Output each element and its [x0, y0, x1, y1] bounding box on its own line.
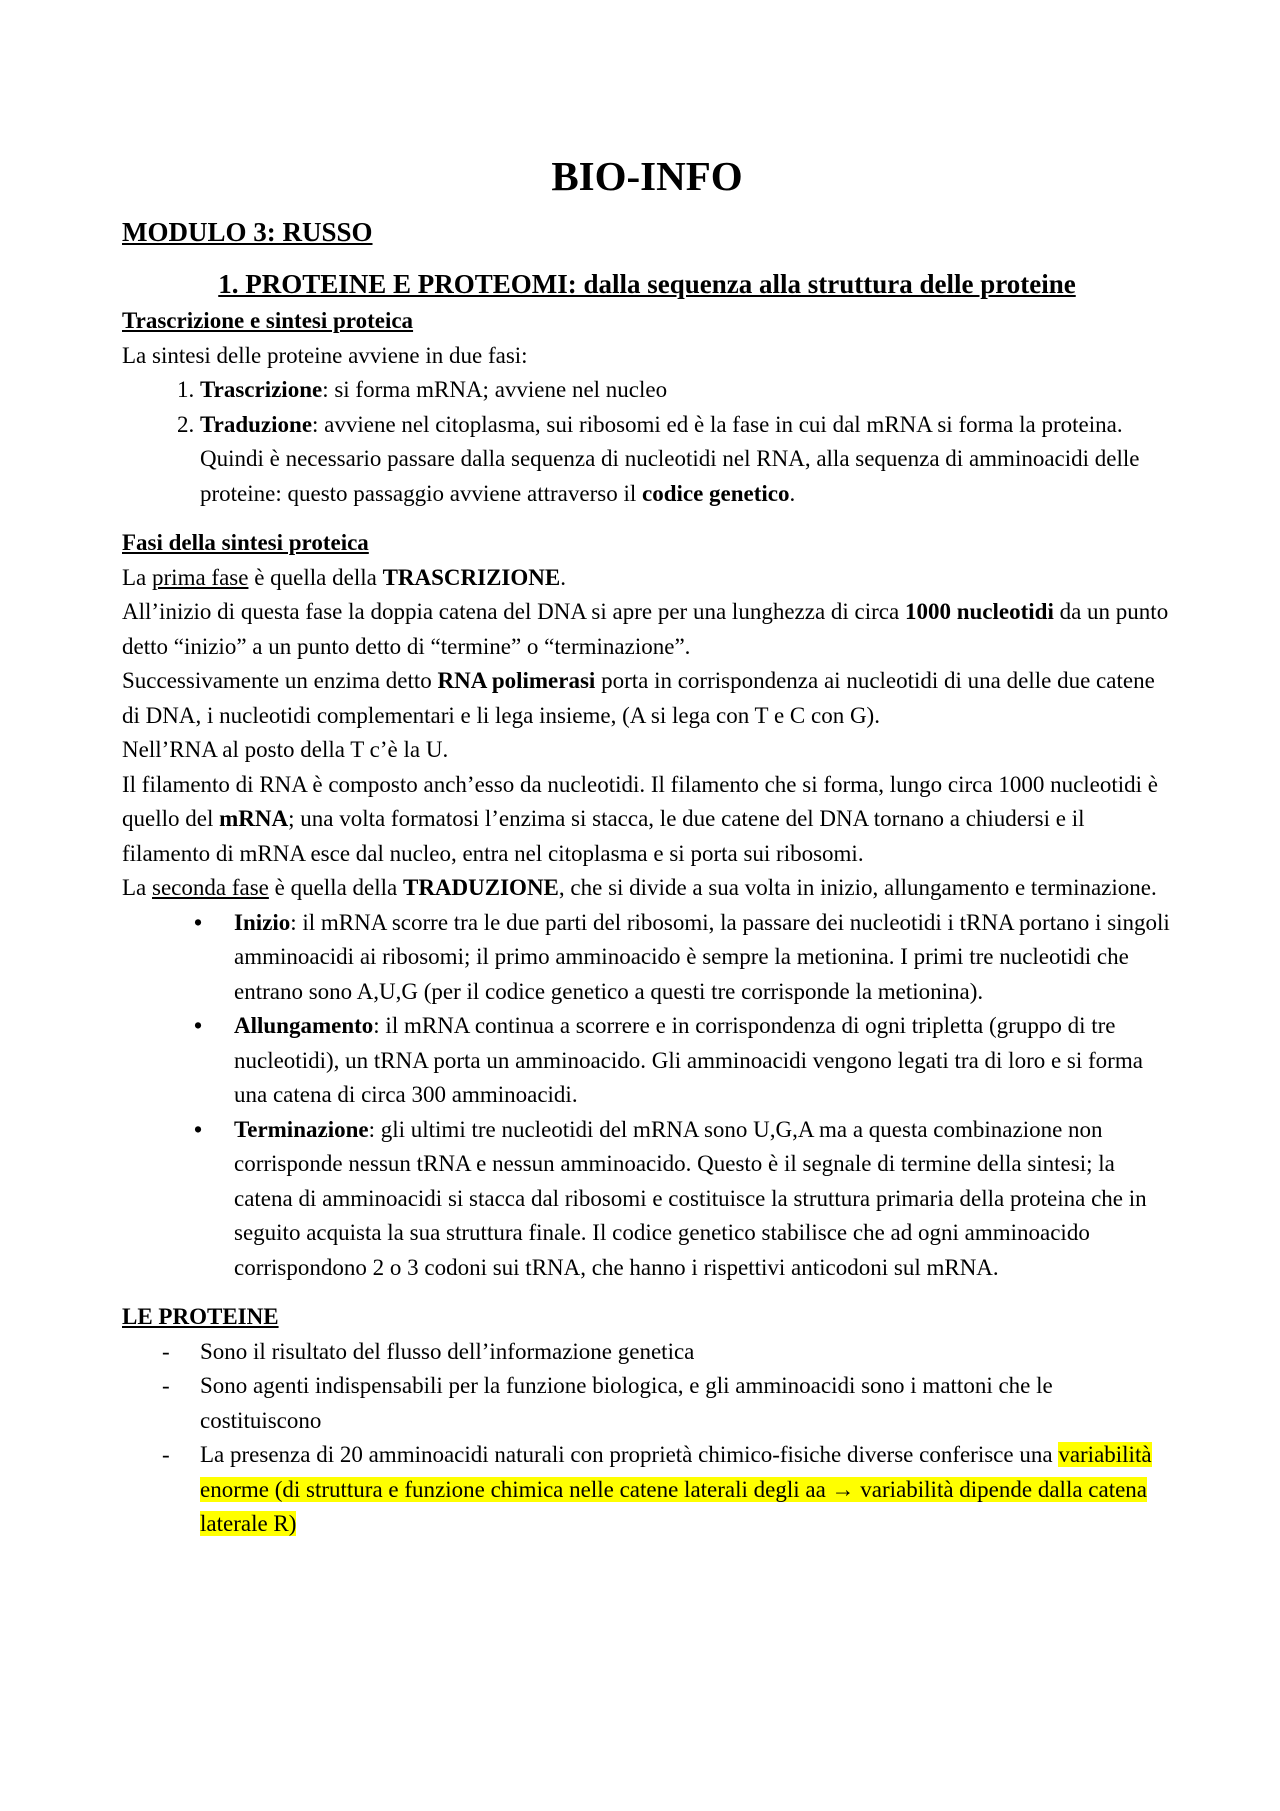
- text-run: è quella della: [248, 564, 383, 590]
- bold-text: TRASCRIZIONE: [382, 564, 561, 590]
- list-item-end: .: [789, 480, 796, 506]
- list-item: [234, 1113, 1172, 1286]
- list-item-text: : si forma mRNA; avviene nel nucleo: [322, 377, 668, 402]
- list-item-text: : avviene nel citoplasma, sui ribosomi ed è la fase in cui dal mRNA si forma la proteina. Quindi è necessario passare dalla sequenza di nucleotidi nel RNA, alla sequenza di amminoacidi delle proteine: questo passaggio avviene attraverso il: [200, 411, 1140, 506]
- text-run: La: [122, 564, 153, 590]
- text-run: Il filamento di RNA è composto anch’esso da nucleotidi. Il filamento che si forma, lungo circa 1000 nucleotidi è quello del: [122, 771, 1158, 831]
- text-run: All’inizio di questa fase la doppia catena del DNA si apre per una lunghezza di circa: [122, 599, 905, 624]
- list-item: [200, 1438, 1172, 1542]
- module-heading: MODULO 3: RUSSO: [122, 217, 373, 247]
- paragraph: [122, 595, 1172, 664]
- section-heading-proteine: LE PROTEINE: [122, 1304, 279, 1329]
- text-run: La: [122, 875, 153, 900]
- text-run: Successivamente un enzima detto: [122, 668, 438, 693]
- paragraph: [122, 871, 1172, 906]
- list-item-term: Allungamento: [234, 1013, 374, 1038]
- spacer: [122, 1285, 1172, 1300]
- paragraph: [122, 664, 1172, 733]
- phases-list: [122, 373, 1172, 511]
- paragraph: Nell’RNA al posto della T c’è la U.: [122, 737, 449, 762]
- text-run: da un punto detto “inizio” a un punto detto di “termine” o “terminazione”.: [122, 599, 1169, 659]
- bold-text: TRADUZIONE: [402, 875, 559, 900]
- list-item-text: : il mRNA scorre tra le due parti del ribosomi, la passare dei nucleotidi i tRNA portano i singoli amminoacidi ai ribosomi; il primo amminoacido è sempre la metionina. I primi tre nucleotidi che entrano sono A,U,G (per il codice genetico a questi tre corrisponde la metionina).: [234, 909, 1170, 1004]
- bold-text: RNA polimerasi: [437, 668, 596, 693]
- section-heading-fasi: Fasi della sintesi proteica: [122, 530, 369, 555]
- text-run: ; una volta formatosi l’enzima si stacca, le due catene del DNA tornano a chiudersi e il filamento di mRNA esce dal nucleo, entra nel citoplasma e si porta sui ribosomi.: [122, 806, 1085, 866]
- spacer: [122, 511, 1172, 526]
- list-item: - Sono il risultato del flusso dell’informazione genetica: [200, 1335, 1172, 1370]
- text-run: .: [560, 564, 566, 590]
- list-item-bold: codice genetico: [641, 480, 790, 506]
- list-item-term: Terminazione: [234, 1116, 369, 1142]
- translation-steps-list: [122, 906, 1172, 1286]
- document-body: [122, 150, 1172, 1542]
- list-item: [234, 1009, 1172, 1113]
- list-item: [234, 906, 1172, 1010]
- chapter-heading: 1. PROTEINE E PROTEOMI: dalla sequenza alla struttura delle proteine: [218, 269, 1076, 299]
- list-item-text: La presenza di 20 amminoacidi naturali con proprietà chimico-fisiche diverse conferisce una: [200, 1442, 1059, 1467]
- text-run: porta in corrispondenza ai nucleotidi di una delle due catene di DNA, i nucleotidi complementari e li lega insieme, (A si lega con T e C con G).: [122, 668, 1155, 728]
- bold-text: 1000 nucleotidi: [904, 599, 1054, 624]
- bold-text: mRNA: [219, 806, 289, 831]
- paragraph: [122, 561, 1172, 596]
- list-item: [200, 408, 1172, 512]
- section-heading-trascrizione: Trascrizione e sintesi proteica: [122, 308, 414, 333]
- text-run: , che si divide a sua volta in inizio, allungamento e terminazione.: [558, 875, 1157, 900]
- underlined-text: seconda fase: [152, 875, 269, 900]
- document-title: BIO-INFO: [551, 153, 743, 199]
- section-intro: La sintesi delle proteine avviene in due fasi:: [122, 342, 528, 368]
- underlined-text: prima fase: [152, 564, 249, 590]
- text-run: è quella della: [268, 875, 403, 900]
- list-item-term: Inizio: [234, 909, 291, 935]
- list-item-term: Traduzione: [200, 411, 313, 437]
- list-item-text: : il mRNA continua a scorrere e in corrispondenza di ogni tripletta (gruppo di tre nucleotidi), un tRNA porta un amminoacido. Gli amminoacidi vengono legati tra di loro e si forma una catena di circa 300 amminoacidi.: [234, 1013, 1143, 1107]
- list-item-text: : gli ultimi tre nucleotidi del mRNA sono U,G,A ma a questa combinazione non corrisponde nessun tRNA e nessun amminoacido. Questo è il segnale di termine della sintesi; la catena di amminoacidi si stacca dal ribosomi e costituisce la struttura primaria della proteina che in seguito acquista la sua struttura finale. Il codice genetico stabilisce che ad ogni amminoacido corrispondono 2 o 3 codoni sui tRNA, che hanno i rispettivi anticodoni sul mRNA.: [234, 1116, 1147, 1280]
- list-item: - Sono agenti indispensabili per la funzione biologica, e gli amminoacidi sono i mattoni che le costituiscono: [200, 1369, 1172, 1438]
- highlighted-text: variabilità enorme (di struttura e funzione chimica nelle catene laterali degli aa → variabilità dipende dalla catena laterale R): [200, 1442, 1152, 1536]
- list-item: [200, 373, 1172, 408]
- list-item-term: Trascrizione: [200, 377, 323, 402]
- paragraph: [122, 768, 1172, 872]
- proteins-list: [122, 1335, 1172, 1542]
